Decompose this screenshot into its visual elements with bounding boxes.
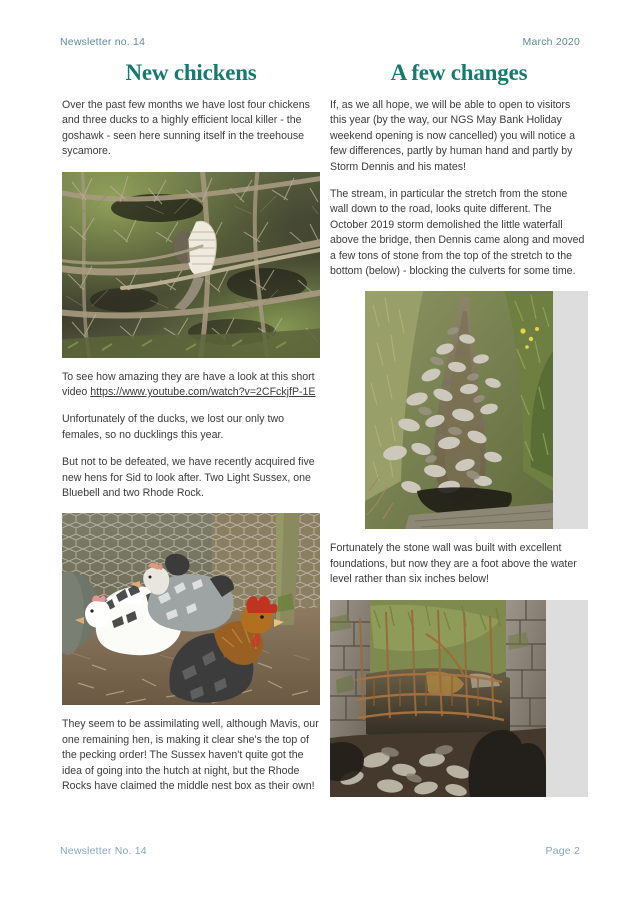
right-paragraph-1: If, as we all hope, we will be able to open to visitors this year (by the way, our NGS May Bank Holiday weekend opening is now cancelled) you will notice a few differences, partly by human hand and partly by Storm Dennis and his mates! [330, 99, 575, 173]
left-paragraph-3: Unfortunately of the ducks, we lost our only two females, so no ducklings this year. [62, 413, 284, 441]
right-column [330, 60, 588, 809]
left-paragraph-5: They seem to be assimilating well, although Mavis, our one remaining hen, is making it clear she's the top of the pecking order! The Sussex haven't quite got the idea of going into the hutch at night, but the Rhode Rocks have claimed the middle nest box as their own! [62, 718, 319, 793]
right-paragraph-2: The stream, in particular the stretch from the stone wall down to the road, looks quite different. The October 2019 storm demolished the little waterfall above the bridge, then Dennis came along and moved a few tons of stone from the top of the stretch to the bottom (below) - blocking the culverts for some time. [330, 188, 585, 278]
left-column [62, 60, 320, 795]
footer-page-number: Page 2 [545, 845, 580, 857]
header-newsletter-number: Newsletter no. 14 [60, 36, 146, 48]
page-header [60, 36, 580, 48]
photo-rocky-stream [365, 291, 588, 529]
photo-goshawk-in-tree [62, 172, 320, 358]
left-column-heading: New chickens [125, 60, 257, 85]
left-paragraph-1: Over the past few months we have lost four chickens and three ducks to a highly efficient local killer - the goshawk - seen here sunning itself in the treehouse sycamore. [62, 99, 310, 158]
photo-chickens-in-run [62, 513, 320, 705]
left-paragraph-2-text: To see how amazing they are have a look at this short video [62, 370, 315, 399]
left-paragraph-4: But not to be defeated, we have recently acquired five new hens for Sid to look after. Two Light Sussex, one Bluebell and two Rhode Rock. [62, 456, 315, 500]
photo-stone-wall-grid [330, 600, 588, 797]
right-column-heading: A few changes [390, 60, 528, 85]
right-paragraph-3: Fortunately the stone wall was built with excellent foundations, but now they are a foot above the water level rather than six inches below! [330, 542, 577, 586]
footer-newsletter-number: Newsletter No. 14 [60, 845, 147, 857]
left-paragraph-2 [62, 370, 320, 401]
header-date: March 2020 [522, 36, 580, 48]
page-footer [60, 845, 580, 857]
youtube-video-link[interactable]: https://www.youtube.com/watch?v=2CFckjfP-1E [90, 386, 316, 399]
